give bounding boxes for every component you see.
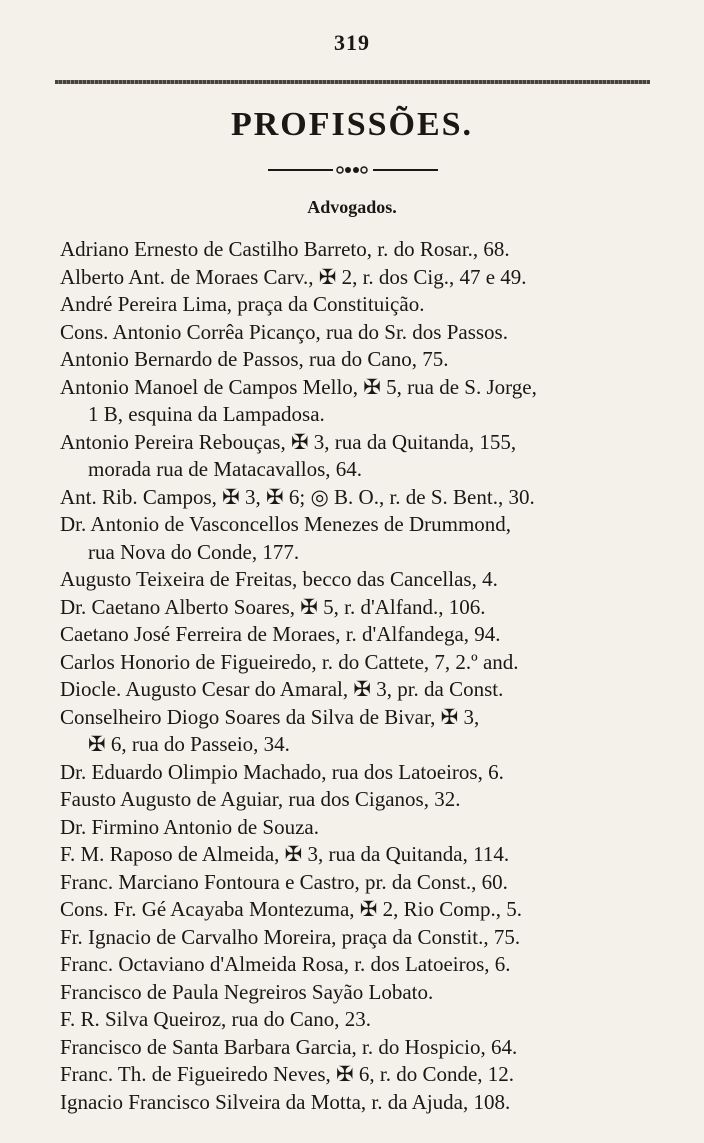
- list-item: Fausto Augusto de Aguiar, rua dos Ciganos, 32.: [60, 787, 461, 811]
- list-item: F. R. Silva Queiroz, rua do Cano, 23.: [60, 1007, 371, 1031]
- list-item: Ignacio Francisco Silveira da Motta, r. da Ajuda, 108.: [60, 1089, 511, 1114]
- ornament-divider: [268, 165, 438, 175]
- list-item: rua Nova do Conde, 177.: [88, 539, 300, 564]
- list-item: Conselheiro Diogo Soares da Silva de Bivar, ✠ 3,: [60, 704, 480, 729]
- list-item: Dr. Caetano Alberto Soares, ✠ 5, r. d'Alfand., 106.: [60, 594, 486, 619]
- list-item: morada rua de Matacavallos, 64.: [88, 457, 363, 481]
- list-item: Cons. Fr. Gé Acayaba Montezuma, ✠ 2, Rio Comp., 5.: [60, 897, 523, 921]
- page-number: 319: [334, 30, 370, 55]
- list-item: Cons. Antonio Corrêa Picanço, rua do Sr. dos Passos.: [60, 319, 508, 344]
- list-item: Dr. Antonio de Vasconcellos Menezes de Drummond,: [60, 512, 512, 536]
- list-item: Dr. Firmino Antonio de Souza.: [60, 814, 319, 839]
- header-rule: [55, 80, 650, 84]
- list-item: Caetano José Ferreira de Moraes, r. d'Alfandega, 94.: [60, 622, 501, 646]
- list-item: Adriano Ernesto de Castilho Barreto, r. do Rosar., 68.: [60, 237, 510, 261]
- list-item: Antonio Pereira Rebouças, ✠ 3, rua da Quitanda, 155,: [60, 429, 517, 454]
- list-item: Alberto Ant. de Moraes Carv., ✠ 2, r. dos Cig., 47 e 49.: [60, 264, 527, 289]
- section-title: PROFISSÕES.: [230, 106, 474, 143]
- list-item: Dr. Eduardo Olimpio Machado, rua dos Latoeiros, 6.: [60, 759, 504, 784]
- list-item: André Pereira Lima, praça da Constituição.: [60, 292, 425, 316]
- list-item: Carlos Honorio de Figueiredo, r. do Cattete, 7, 2.º and.: [60, 649, 519, 674]
- subheading-advogados: Advogados.: [307, 197, 397, 217]
- list-item: Franc. Th. de Figueiredo Neves, ✠ 6, r. do Conde, 12.: [60, 1062, 515, 1086]
- list-item: F. M. Raposo de Almeida, ✠ 3, rua da Quitanda, 114.: [60, 842, 510, 866]
- list-item: Franc. Marciano Fontoura e Castro, pr. da Const., 60.: [60, 869, 508, 894]
- list-item: Fr. Ignacio de Carvalho Moreira, praça da Constit., 75.: [60, 924, 521, 949]
- entry-list: [60, 236, 660, 1116]
- list-item: ✠ 6, rua do Passeio, 34.: [88, 732, 290, 756]
- list-item: Francisco de Paula Negreiros Sayão Lobato.: [60, 979, 434, 1004]
- list-item: Antonio Bernardo de Passos, rua do Cano, 75.: [60, 347, 449, 371]
- list-item: Franc. Octaviano d'Almeida Rosa, r. dos Latoeiros, 6.: [60, 952, 511, 976]
- list-item: 1 B, esquina da Lampadosa.: [88, 402, 325, 426]
- list-item: Diocle. Augusto Cesar do Amaral, ✠ 3, pr. da Const.: [60, 677, 504, 701]
- list-item: Antonio Manoel de Campos Mello, ✠ 5, rua de S. Jorge,: [60, 374, 537, 399]
- list-item: Augusto Teixeira de Freitas, becco das Cancellas, 4.: [60, 567, 498, 591]
- list-item: Ant. Rib. Campos, ✠ 3, ✠ 6; ◎ B. O., r. de S. Bent., 30.: [60, 484, 535, 509]
- list-item: Francisco de Santa Barbara Garcia, r. do Hospicio, 64.: [60, 1034, 518, 1059]
